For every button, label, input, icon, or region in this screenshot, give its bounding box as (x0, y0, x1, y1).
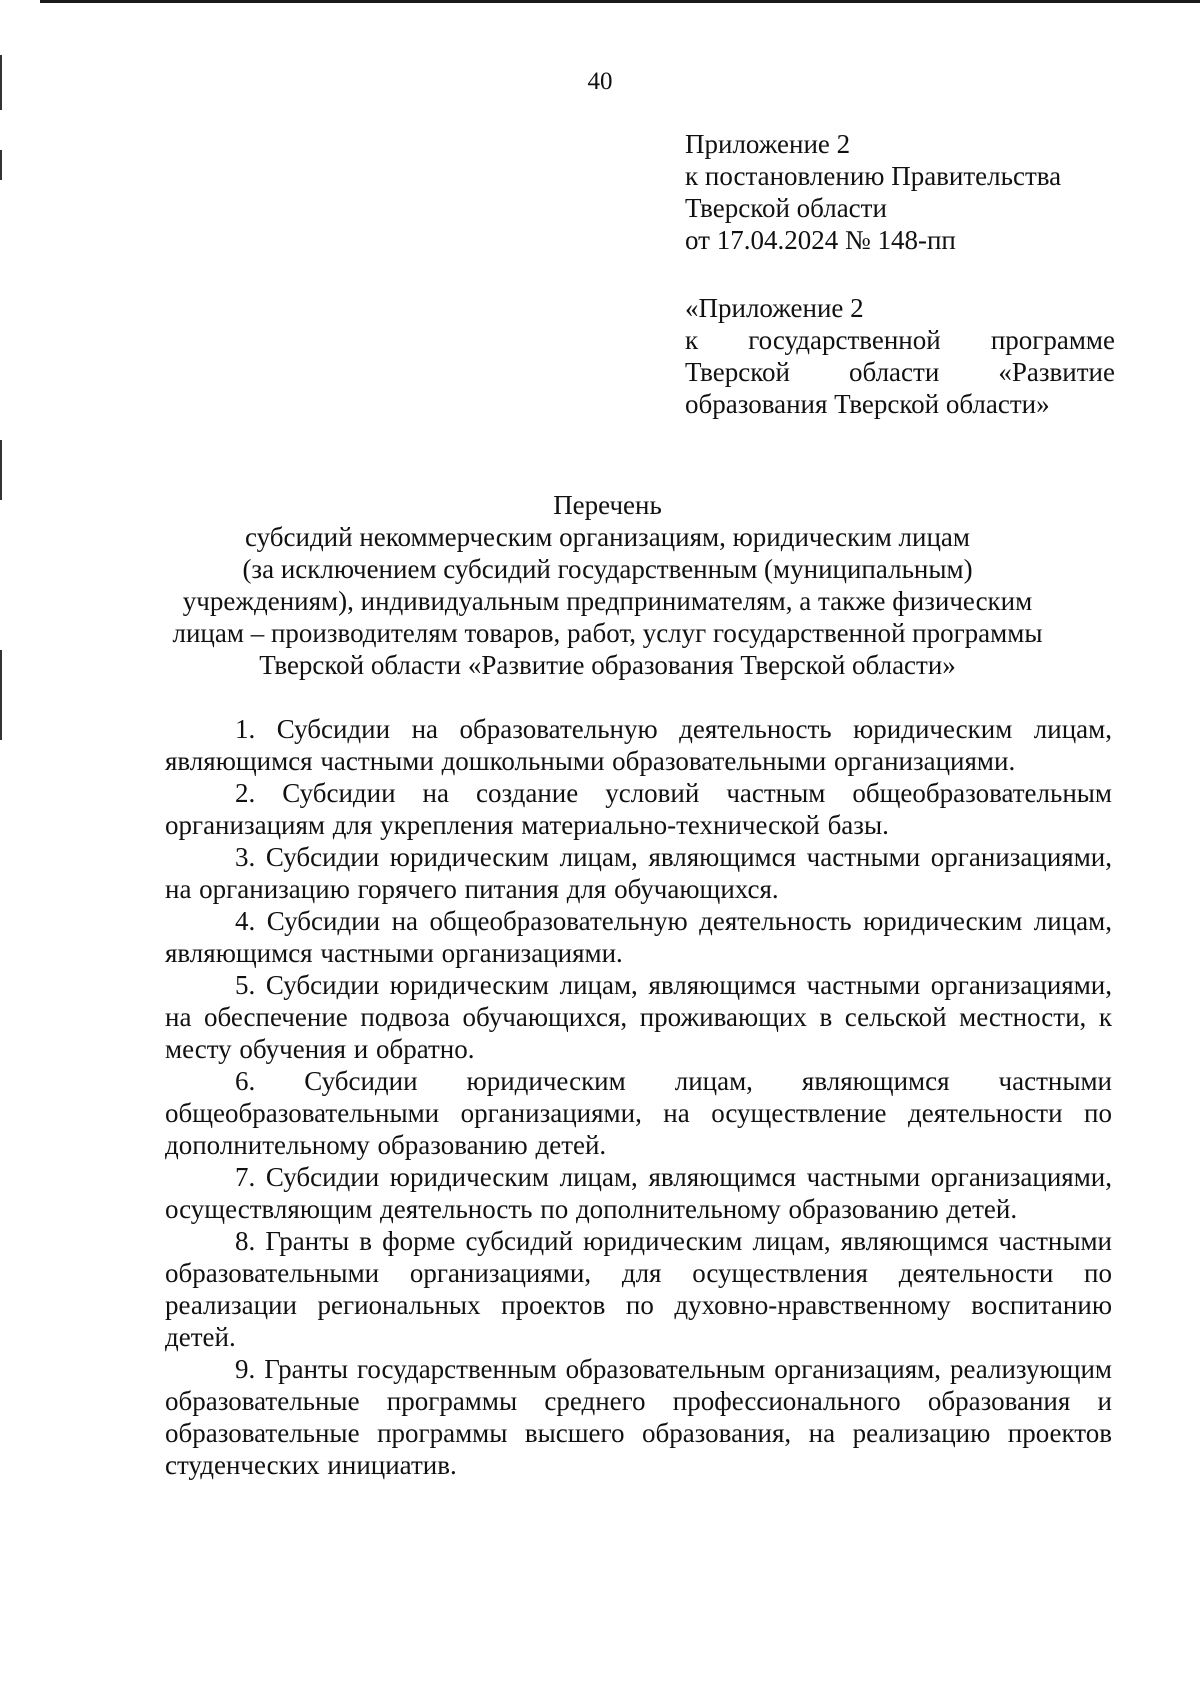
list-item: 3. Субсидии юридическим лицам, являющимся частными организациями, на организацию горячего питания для обучающихся. (165, 842, 1112, 904)
program-appendix-word: программе (990, 325, 1115, 355)
list-item: 9. Гранты государственным образовательным организациям, реализующим образовательные программы среднего профессионального образования и образовательные программы высшего образования, на реализацию проектов студенческих инициатив. (165, 1354, 1112, 1480)
list-item: 4. Субсидии на общеобразовательную деятельность юридическим лицам, являющимся частными организациями. (165, 906, 1112, 968)
title-heading: Перечень (553, 490, 662, 520)
appendix-header (685, 128, 1115, 256)
scan-left-edge-mark (0, 150, 2, 180)
appendix-header-line: Приложение 2 (685, 129, 851, 159)
title-line: лицам – производителям товаров, работ, услуг государственной программы (172, 618, 1043, 648)
list-item: 2. Субсидии на создание условий частным общеобразовательным организациям для укрепления материально-технической базы. (165, 778, 1112, 840)
appendix-header-line: от 17.04.2024 № 148-пп (685, 225, 956, 255)
program-appendix-word: государственной (748, 325, 941, 355)
program-appendix-line (685, 356, 1115, 388)
title-line: учреждениям), индивидуальным предпринимателям, а также физическим (182, 586, 1033, 616)
program-appendix-word: «Развитие (998, 357, 1115, 387)
scan-left-edge-mark (0, 650, 2, 740)
list-item: 1. Субсидии на образовательную деятельность юридическим лицам, являющимся частными дошкольными образовательными организациями. (165, 714, 1112, 776)
list-item: 6. Субсидии юридическим лицам, являющимся частными общеобразовательными организациями, на осуществление деятельности по дополнительному образованию детей. (165, 1066, 1112, 1160)
title-line: (за исключением субсидий государственным (муниципальным) (242, 554, 973, 584)
list-item: 7. Субсидии юридическим лицам, являющимся частными организациями, осуществляющим деятельность по дополнительному образованию детей. (165, 1162, 1112, 1224)
program-appendix-line: «Приложение 2 (685, 293, 864, 323)
title-line: Тверской области «Развитие образования Тверской области» (259, 650, 956, 680)
scan-left-edge-mark (0, 440, 2, 500)
document-title (140, 489, 1075, 681)
program-appendix-line (685, 324, 1115, 356)
program-appendix-line: образования Тверской области» (685, 389, 1050, 419)
program-appendix (685, 292, 1115, 420)
list-item: 8. Гранты в форме субсидий юридическим лицам, являющимся частными образовательными организациями, для осуществления деятельности по реализации региональных проектов по духовно-нравственному воспитанию детей. (165, 1226, 1112, 1352)
title-line: субсидий некоммерческим организациям, юридическим лицам (245, 522, 970, 552)
program-appendix-word: Тверской (685, 357, 790, 387)
page-number: 40 (587, 68, 613, 95)
appendix-header-line: к постановлению Правительства (685, 161, 1062, 191)
scan-top-border (40, 0, 1200, 3)
subsidy-list (165, 713, 1112, 1481)
appendix-header-line: Тверской области (685, 193, 887, 223)
program-appendix-word: к (685, 325, 699, 355)
list-item: 5. Субсидии юридическим лицам, являющимся частными организациями, на обеспечение подвоза обучающихся, проживающих в сельской местности, к месту обучения и обратно. (165, 970, 1112, 1064)
program-appendix-word: области (849, 357, 940, 387)
